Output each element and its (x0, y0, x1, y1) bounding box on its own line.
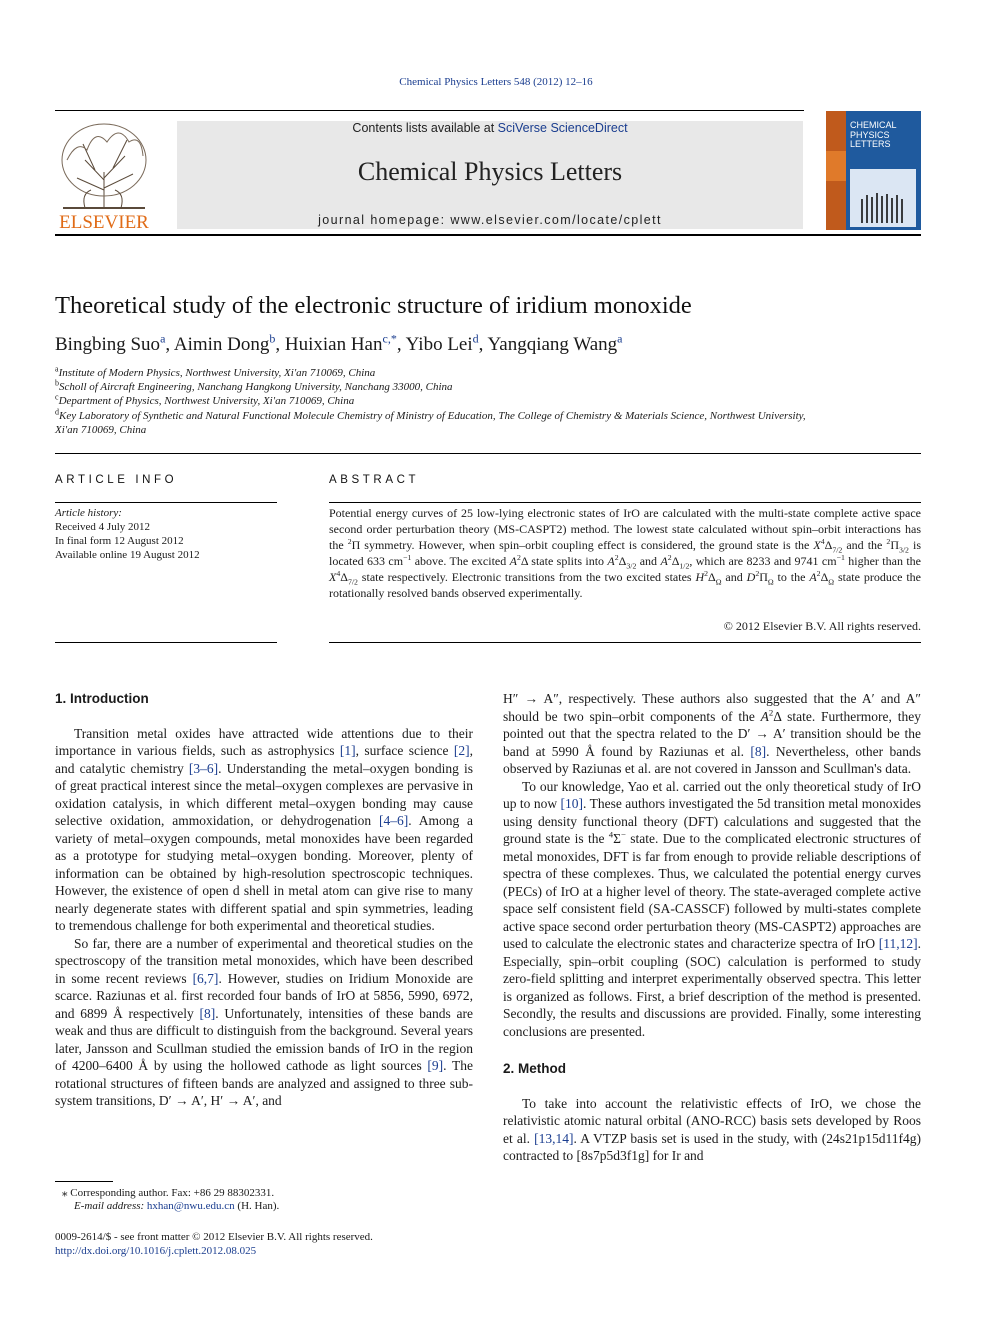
email-link[interactable]: hxhan@nwu.edu.cn (146, 1200, 235, 1212)
citation-link[interactable]: [2] (453, 743, 470, 758)
author-name: Huixian Han (284, 334, 383, 355)
author-affiliation-mark[interactable]: c,* (382, 331, 397, 346)
author-affiliation-mark[interactable]: a (617, 331, 623, 346)
footnote-rule (55, 1181, 113, 1182)
left-column (55, 690, 473, 1110)
affiliation (55, 392, 355, 407)
received-date: Received 4 July 2012 (55, 521, 151, 533)
abstract-heading: ABSTRACT (329, 474, 420, 486)
abstract-bottom-rule (329, 642, 921, 643)
cover-title: CHEMICAL PHYSICS LETTERS (850, 120, 897, 149)
affiliation (55, 407, 806, 422)
header-divider (55, 234, 921, 236)
method-heading: 2. Method (503, 1061, 566, 1076)
citation-link[interactable]: [10] (560, 796, 584, 811)
logo-text: ELSEVIER (59, 212, 149, 232)
body-paragraph: Transition metal oxides have attracted wide attentions due to their importance in various fields, such as astrophysics [1], surface science [2], and catalytic chemistry [3–6]. Understanding the metal–oxygen bonding is of great practical interest since the metal–oxygen complexes are pervasive in oxidation catalysis, in which different metal–oxygen bonding may cause selective oxidation, ammoxidation, or dehydrogenation [4–6]. Among a variety of metal–oxygen compounds, metal monoxides have been regarded as a prototype for studying metal–oxygen bonding. Moreover, plenty of information can be obtained by high-resolution spectroscopic techniques. However, the existence of open d shell in metal atom can give rise to many nearly degenerate states with different spatial and spin symmetries, leading to tremendous challenge for both experimental and theoretical studies. (55, 725, 473, 933)
affiliation-mark: d (55, 407, 59, 417)
affiliation-mark: c (55, 392, 59, 402)
citation-link[interactable]: [13,14] (534, 1130, 574, 1146)
affiliation-text: Scholl of Aircraft Engineering, Nanchang Hangkong University, Nanchang 33000, China (59, 381, 453, 393)
affiliation (55, 364, 376, 379)
citation-link[interactable]: [11,12] (878, 936, 918, 951)
body-paragraph: So far, there are a number of experimental and theoretical studies on the spectroscopy of the transition metal monoxides, which have been described in some recent reviews [6,7]. However, studies on Iridium Monoxide are scarce. Raziunas et al. first recorded four bands of IrO at 5856, 5990, 6972, and 6899 Å respectively [8]. Unfortunately, intensities of these bands are weak and thus are difficult to distinguish from the background. Several years later, Jansson and Scullman studied the emission bands of IrO in the region of 4200–6400 Å by using the hollowed cathode as light sources [9]. The rotational structures of fifteen bands are analyzed and assigned to three sub-system transitions, D′ → A′, H′ → A′, and (55, 935, 473, 1108)
abstract-copyright: © 2012 Elsevier B.V. All rights reserved. (723, 619, 921, 633)
contents-line (177, 121, 803, 135)
author-name: Bingbing Suo (55, 334, 161, 355)
citation-link[interactable]: [4–6] (379, 813, 409, 828)
author-name: Aimin Dong (173, 334, 270, 355)
affiliation (55, 424, 146, 436)
article-info-bottom-rule (55, 642, 277, 643)
doi-link[interactable]: http://dx.doi.org/10.1016/j.cplett.2012.08.025 (55, 1245, 257, 1257)
body-paragraph: To our knowledge, Yao et al. carried out the only theoretical study of IrO up to now [10]. These authors investigated the 5d transition metal monoxides using density functional theory (DFT) calculations and suggested that the ground state is the $^4$Σ− state. Due to the complicated electronic structures of metal monoxides, DFT is far from enough to provide reliable descriptions of spectra of these complexes. Thus, we calculated the potential energy curves (PECs) of IrO at a higher level of theory. The state-averaged complete active space self consistent field (SA-CASSCF) followed by multi-states complete active space second order perturbation theory (MS-CASPT2) approaches are used to calculate the electronic states and characterize spectra of IrO [11,12]. Especially, spin–orbit coupling (SOC) calculation is performed to study zero-field splitting and interpret experimentally observed spectra. This letter is organized as follows. First, a brief description of the method is presented. Secondly, the results and discussions are provided. Finally, some interesting conclusions are presented. (503, 778, 921, 1039)
online-date: Available online 19 August 2012 (55, 549, 200, 561)
email-note (74, 1200, 279, 1212)
revised-date: In final form 12 August 2012 (55, 535, 184, 547)
cover-side-accent (826, 151, 846, 181)
author-name: Yangqiang Wang (487, 334, 618, 355)
citation-link[interactable]: [9] (427, 1058, 444, 1073)
journal-banner (177, 121, 803, 229)
elsevier-logo[interactable] (55, 120, 153, 232)
email-label: E-mail address: (74, 1200, 147, 1212)
article-info-heading: ARTICLE INFO (55, 474, 178, 486)
citation-link[interactable]: [8] (750, 743, 767, 759)
affiliation-text: Xi'an 710069, China (55, 424, 147, 436)
affiliations-divider (55, 453, 921, 454)
body-paragraph: H″ → A″, respectively. These authors also suggested that the A′ and A″ should be two spin–orbit components of the $A^2\Delta$ state. Furthermore, they pointed out that the spectra related to the D′ → A′ transition should be the band at 5990 Å found by Raziunas et al. [8]. Nevertheless, other bands observed by Raziunas et al. are not covered in Jansson and Scullman's data. (503, 691, 921, 776)
journal-homepage[interactable]: journal homepage: www.elsevier.com/locate/cplett (318, 213, 662, 227)
body-paragraph: To take into account the relativistic effects of IrO, we chose the relativistic atomic natural orbital (ANO-RCC) basis sets developed by Roos et al. [13,14]. A VTZP basis set is used in the study, with (24s21p15d11f4g) contracted to [8s7p5d3f1g] for Ir and (503, 1095, 921, 1163)
affiliation-text: Department of Physics, Northwest University, Xi'an 710069, China (58, 395, 355, 407)
article-title: Theoretical study of the electronic structure of iridium monoxide (55, 292, 692, 319)
affiliation-mark: b (55, 378, 59, 388)
right-column (503, 690, 921, 1165)
journal-cover[interactable] (826, 111, 921, 230)
citation-link[interactable]: [1] (339, 743, 356, 758)
header-rule (55, 110, 804, 111)
email-suffix: (H. Han). (234, 1200, 280, 1212)
author-affiliation-mark[interactable]: b (269, 331, 276, 346)
corresponding-author-note: ⁎ Corresponding author. Fax: +86 29 88302331. (62, 1187, 275, 1199)
journal-title: Chemical Physics Letters (357, 157, 623, 186)
page-footer (55, 1230, 373, 1258)
sciencedirect-link[interactable]: SciVerse ScienceDirect (497, 121, 628, 135)
spectrum-icon (850, 169, 916, 227)
citation-link[interactable]: [8] (199, 1005, 216, 1021)
contents-prefix: Contents lists available at (352, 121, 498, 135)
abstract-rule (329, 502, 921, 503)
citation-link[interactable]: [6,7] (192, 970, 219, 986)
affiliation (55, 378, 453, 393)
author-list: Bingbing Suo$^a$, Aimin Dong$^b$, Huixian Han$^{c,*}$, Yibo Lei$^d$, Yangqiang Wang$^a$ (55, 331, 623, 355)
history-label: Article history: (55, 507, 122, 519)
author-affiliation-mark[interactable]: d (472, 331, 479, 346)
author-affiliation-mark[interactable]: a (160, 331, 166, 346)
citation-link[interactable]: [3–6] (188, 760, 219, 776)
tree-icon (55, 120, 153, 232)
journal-reference[interactable]: Chemical Physics Letters 548 (2012) 12–16 (399, 76, 593, 88)
introduction-heading: 1. Introduction (55, 691, 149, 706)
abstract-text: Potential energy curves of 25 low-lying electronic states of IrO are calculated with the multi-state complete active space second order perturbation theory (MS-CASPT2) method. The lowest state calculated without spin–orbit interactions has the $^2$Π symmetry. However, when spin–orbit coupling effect is considered, the ground state is the $X^4\Delta_{7/2}$ and the $^2\Pi_{3/2}$ is located 633 $cm^{-1}$ above. The excited $A^2\Delta$ state splits into $A^2\Delta_{3/2}$ and $A^2\Delta_{1/2}$, which are 8233 and 9741 $cm^{-1}$ higher than the $X^4\Delta_{7/2}$ state respectively. Electronic transitions from the two excited states $H^2\Delta_\Omega$ and $D^2\Pi_\Omega$ to the $A^2\Delta_\Omega$ state produce the rotationally resolved bands observed experimentally. (329, 506, 921, 600)
author-name: Yibo Lei (405, 334, 473, 355)
affiliation-text: Key Laboratory of Synthetic and Natural Functional Molecule Chemistry of Ministry of Education, The College of Chemistry & Materials Science, Northwest University, (59, 410, 806, 422)
issn-line: 0009-2614/$ - see front matter © 2012 Elsevier B.V. All rights reserved. (55, 1231, 373, 1243)
article-info-rule (55, 502, 277, 503)
affiliation-mark: a (55, 364, 59, 374)
cover-image (850, 169, 916, 227)
affiliation-text: Institute of Modern Physics, Northwest University, Xi'an 710069, China (58, 367, 376, 379)
